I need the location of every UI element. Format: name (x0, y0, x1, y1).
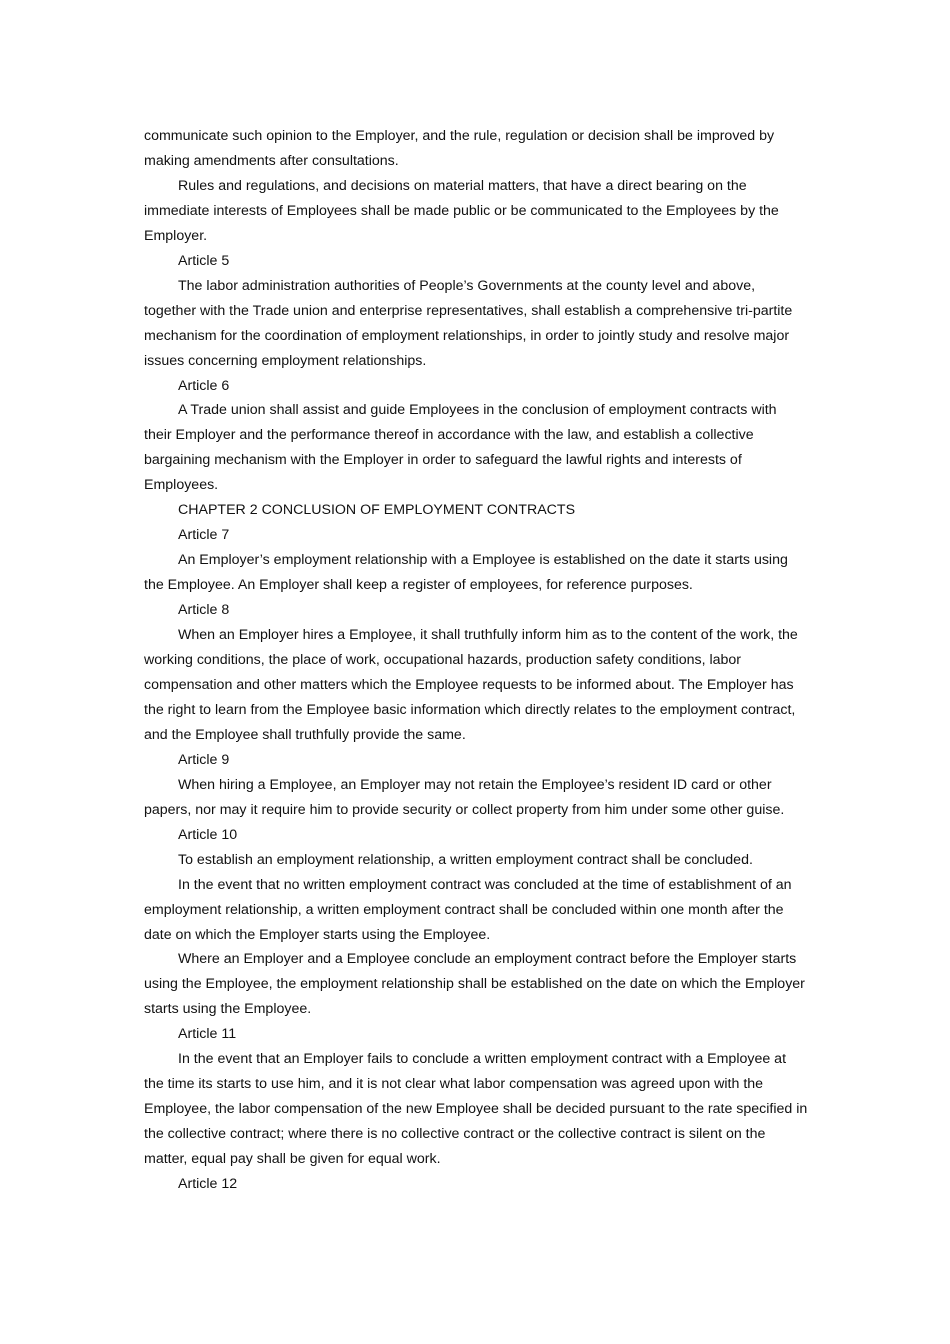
paragraph-article-9: When hiring a Employee, an Employer may not retain the Employee’s resident ID card or other papers, nor may it require him to provide security or collect property from him under some other guise. (144, 776, 785, 818)
article-8-heading: Article 8 (178, 602, 230, 619)
document-page (144, 124, 808, 1197)
paragraph-article-10-a: To establish an employment relationship, a written employment contract shall be concluded. (178, 851, 753, 868)
paragraph-rules-publication: Rules and regulations, and decisions on material matters, that have a direct bearing on the immediate interests of Employees shall be made public or be communicated to the Employees by the Employer. (144, 177, 779, 244)
paragraph-article-8: When an Employer hires a Employee, it shall truthfully inform him as to the content of the work, the working conditions, the place of work, occupational hazards, production safety conditions, labor compensation and other matters which the Employee requests to be informed about. The Employer has the right to learn from the Employee basic information which directly relates to the employment contract, and the Employee shall truthfully provide the same. (144, 627, 798, 743)
paragraph-article-6: A Trade union shall assist and guide Employees in the conclusion of employment contracts with their Employer and the performance thereof in accordance with the law, and establish a collective bargaining mechanism with the Employer in order to safeguard the lawful rights and interests of Employees. (144, 402, 777, 494)
paragraph-continuation: communicate such opinion to the Employer, and the rule, regulation or decision shall be improved by making amendments after consultations. (144, 128, 775, 169)
paragraph-article-11: In the event that an Employer fails to conclude a written employment contract with a Employee at the time its starts to use him, and it is not clear what labor compensation was agreed upon with the Employee, the labor compensation of the new Employee shall be decided pursuant to the rate specified in the collective contract; where there is no collective contract or the collective contract is silent on the matter, equal pay shall be given for equal work. (144, 1051, 808, 1168)
chapter-2-heading: CHAPTER 2 CONCLUSION OF EMPLOYMENT CONTRACTS (178, 502, 576, 519)
article-10-heading: Article 10 (178, 826, 238, 843)
article-9-heading: Article 9 (178, 751, 230, 768)
article-6-heading: Article 6 (178, 377, 230, 394)
paragraph-article-10-c: Where an Employer and a Employee conclude an employment contract before the Employer starts using the Employee, the employment relationship shall be established on the date on which the Employer starts using the Employee. (144, 951, 805, 1018)
article-7-heading: Article 7 (178, 527, 230, 544)
article-5-heading: Article 5 (178, 252, 230, 269)
paragraph-article-10-b: In the event that no written employment contract was concluded at the time of establishment of an employment relationship, a written employment contract shall be concluded within one month after the date on which the Employer starts using the Employee. (144, 876, 792, 943)
paragraph-article-7: An Employer’s employment relationship with a Employee is established on the date it starts using the Employee. An Employer shall keep a register of employees, for reference purposes. (144, 552, 788, 594)
paragraph-article-5: The labor administration authorities of People’s Governments at the county level and above, together with the Trade union and enterprise representatives, shall establish a comprehensive tri-partite mechanism for the coordination of employment relationships, in order to jointly study and resolve major issues concerning employment relationships. (144, 277, 793, 369)
article-12-heading: Article 12 (178, 1176, 238, 1193)
article-11-heading: Article 11 (178, 1026, 237, 1043)
